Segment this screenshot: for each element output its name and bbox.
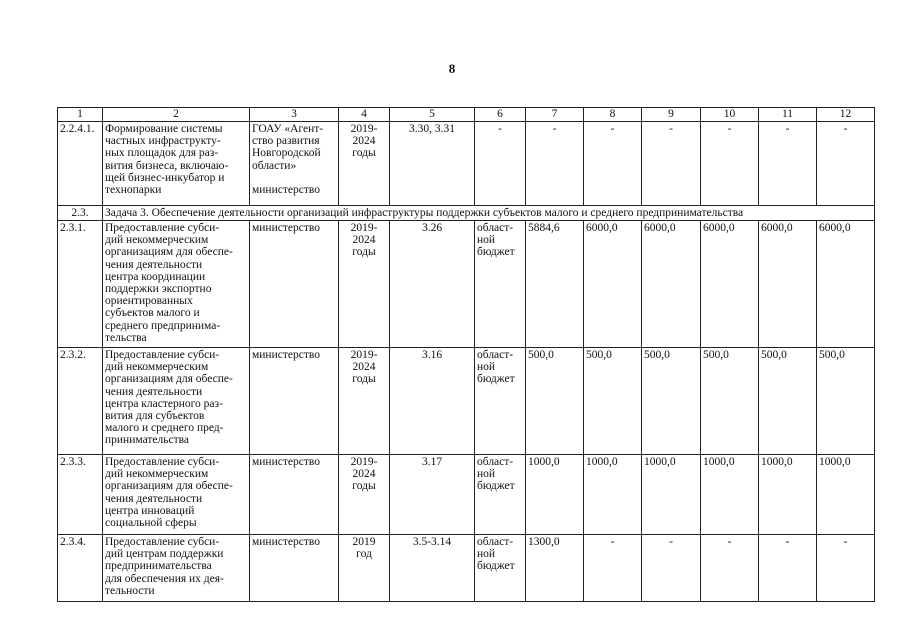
amount-cell: 500,0 bbox=[584, 348, 642, 455]
funding-source: област- ной бюджет bbox=[475, 348, 526, 455]
indicator-ref: 3.26 bbox=[390, 221, 475, 348]
amount-cell: 500,0 bbox=[642, 348, 701, 455]
amount-cell: 500,0 bbox=[526, 348, 584, 455]
amount-cell: 6000,0 bbox=[759, 221, 817, 348]
page-number: 8 bbox=[448, 61, 456, 76]
column-number: 2 bbox=[103, 108, 250, 122]
amount-cell: - bbox=[584, 122, 642, 206]
amount-cell: - bbox=[642, 535, 701, 602]
executor: ГОАУ «Агент- ство развития Новгородской области» bbox=[252, 123, 324, 172]
table-row bbox=[58, 348, 875, 455]
amount-cell: 500,0 bbox=[817, 348, 875, 455]
amount-cell: - bbox=[642, 122, 701, 206]
activity-name: Предоставление субси- дий центрам поддержки предпринимательства для обеспечения их дея- тельности bbox=[103, 535, 250, 602]
amount-cell: - bbox=[584, 535, 642, 602]
task-title: Задача 3. Обеспечение деятельности организаций инфраструктуры поддержки субъектов малого и среднего предпринимательства bbox=[103, 206, 875, 221]
row-number: 2.3.1. bbox=[58, 221, 103, 348]
activity-name: Предоставление субси- дий некоммерческим организациям для обеспе- чения деятельности центра координации поддержки экспортно ориентированных субъектов малого и среднего предпринима- тельства bbox=[103, 221, 250, 348]
column-number: 6 bbox=[475, 108, 526, 122]
column-number: 7 bbox=[526, 108, 584, 122]
funding-source: област- ной бюджет bbox=[475, 535, 526, 602]
amount-cell: - bbox=[817, 122, 875, 206]
funding-source: област- ной бюджет bbox=[475, 221, 526, 348]
row-number: 2.2.4.1. bbox=[58, 122, 103, 206]
period: 2019- 2024 годы bbox=[339, 348, 390, 455]
amount-cell: 6000,0 bbox=[642, 221, 701, 348]
amount-cell: - bbox=[526, 122, 584, 206]
executor-cell bbox=[250, 122, 339, 206]
column-number-row bbox=[58, 108, 875, 122]
period: 2019- 2024 годы bbox=[339, 455, 390, 535]
task-number: 2.3. bbox=[58, 206, 103, 221]
amount-cell: 6000,0 bbox=[584, 221, 642, 348]
table-row bbox=[58, 122, 875, 206]
amount-cell: - bbox=[701, 535, 759, 602]
executor: министерство bbox=[250, 455, 339, 535]
column-number: 3 bbox=[250, 108, 339, 122]
column-number: 8 bbox=[584, 108, 642, 122]
amount-cell: - bbox=[701, 122, 759, 206]
period: 2019 год bbox=[339, 535, 390, 602]
row-number: 2.3.2. bbox=[58, 348, 103, 455]
amount-cell: 5884,6 bbox=[526, 221, 584, 348]
executor: министерство bbox=[250, 535, 339, 602]
amount-cell: - bbox=[759, 122, 817, 206]
period: 2019- 2024 годы bbox=[339, 122, 390, 206]
amount-cell: 6000,0 bbox=[817, 221, 875, 348]
amount-cell: 1000,0 bbox=[584, 455, 642, 535]
activity-name: Предоставление субси- дий некоммерческим организациям для обеспе- чения деятельности центра инноваций социальной сферы bbox=[103, 455, 250, 535]
indicator-ref: 3.5-3.14 bbox=[390, 535, 475, 602]
indicator-ref: 3.30, 3.31 bbox=[390, 122, 475, 206]
table-row bbox=[58, 221, 875, 348]
amount-cell: 1000,0 bbox=[817, 455, 875, 535]
row-number: 2.3.4. bbox=[58, 535, 103, 602]
amount-cell: 1000,0 bbox=[526, 455, 584, 535]
task-row bbox=[58, 206, 875, 221]
column-number: 11 bbox=[759, 108, 817, 122]
amount-cell: 1000,0 bbox=[759, 455, 817, 535]
program-activities-table bbox=[57, 107, 875, 602]
amount-cell: - bbox=[817, 535, 875, 602]
amount-cell: 6000,0 bbox=[701, 221, 759, 348]
funding-source: област- ной бюджет bbox=[475, 455, 526, 535]
executor: министерство bbox=[250, 348, 339, 455]
column-number: 10 bbox=[701, 108, 759, 122]
column-number: 1 bbox=[58, 108, 103, 122]
period: 2019- 2024 годы bbox=[339, 221, 390, 348]
row-number: 2.3.3. bbox=[58, 455, 103, 535]
amount-cell: - bbox=[759, 535, 817, 602]
executor-secondary: министерство bbox=[252, 183, 320, 196]
table-row bbox=[58, 535, 875, 602]
column-number: 4 bbox=[339, 108, 390, 122]
indicator-ref: 3.16 bbox=[390, 348, 475, 455]
activity-name: Предоставление субси- дий некоммерческим организациям для обеспе- чения деятельности центра кластерного раз- вития для субъектов малого и среднего пред- принимательства bbox=[103, 348, 250, 455]
column-number: 9 bbox=[642, 108, 701, 122]
activity-name: Формирование системы частных инфраструкту- ных площадок для раз- вития бизнеса, включаю- щей бизнес-инкубатор и технопарки bbox=[103, 122, 250, 206]
amount-cell: 1000,0 bbox=[701, 455, 759, 535]
amount-cell: 500,0 bbox=[759, 348, 817, 455]
funding-source: - bbox=[475, 122, 526, 206]
amount-cell: 1000,0 bbox=[642, 455, 701, 535]
column-number: 12 bbox=[817, 108, 875, 122]
amount-cell: 500,0 bbox=[701, 348, 759, 455]
table-row bbox=[58, 455, 875, 535]
column-number: 5 bbox=[390, 108, 475, 122]
amount-cell: 1300,0 bbox=[526, 535, 584, 602]
indicator-ref: 3.17 bbox=[390, 455, 475, 535]
executor: министерство bbox=[250, 221, 339, 348]
